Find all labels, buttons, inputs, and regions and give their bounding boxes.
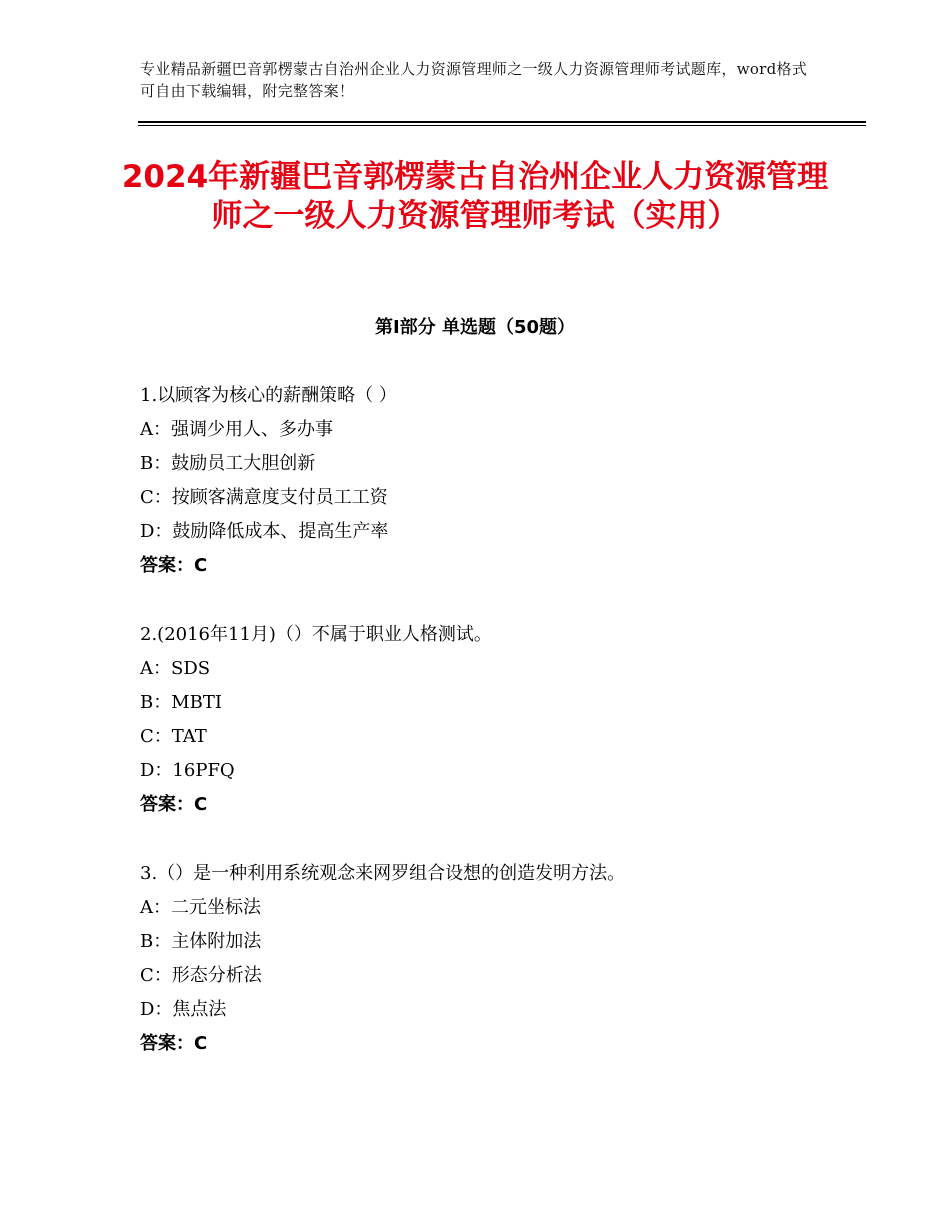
option-a: A：SDS bbox=[140, 658, 211, 679]
header-note: 专业精品新疆巴音郭楞蒙古自治州企业人力资源管理师之一级人力资源管理师考试题库，word格式可自由下载编辑，附完整答案！ bbox=[140, 60, 808, 100]
question-1 bbox=[140, 379, 860, 583]
option-a: A：二元坐标法 bbox=[140, 897, 261, 918]
question-stem: 2.(2016年11月)（）不属于职业人格测试。 bbox=[140, 624, 492, 645]
question-stem: 1.以顾客为核心的薪酬策略（ ） bbox=[140, 385, 397, 406]
header-divider-thick bbox=[138, 121, 866, 123]
option-a: A：强调少用人、多办事 bbox=[140, 419, 333, 440]
header-divider-thin bbox=[138, 125, 866, 126]
option-b: B：鼓励员工大胆创新 bbox=[140, 453, 316, 474]
option-b: B：MBTI bbox=[140, 692, 223, 713]
answer: 答案：C bbox=[140, 1033, 208, 1054]
section-title: 第Ⅰ部分 单选题（50题） bbox=[374, 317, 575, 338]
document-title: 2024年新疆巴音郭楞蒙古自治州企业人力资源管理师之一级人力资源管理师考试（实用） bbox=[121, 159, 829, 234]
question-2 bbox=[140, 618, 860, 822]
question-3 bbox=[140, 857, 860, 1061]
option-c: C：TAT bbox=[140, 726, 207, 747]
option-c: C：按顾客满意度支付员工工资 bbox=[140, 487, 388, 508]
option-d: D：鼓励降低成本、提高生产率 bbox=[140, 521, 389, 542]
option-b: B：主体附加法 bbox=[140, 931, 262, 952]
answer: 答案：C bbox=[140, 555, 208, 576]
question-stem: 3.（）是一种利用系统观念来网罗组合设想的创造发明方法。 bbox=[140, 863, 626, 884]
option-c: C：形态分析法 bbox=[140, 965, 262, 986]
answer: 答案：C bbox=[140, 794, 208, 815]
option-d: D：16PFQ bbox=[140, 760, 235, 781]
option-d: D：焦点法 bbox=[140, 999, 227, 1020]
